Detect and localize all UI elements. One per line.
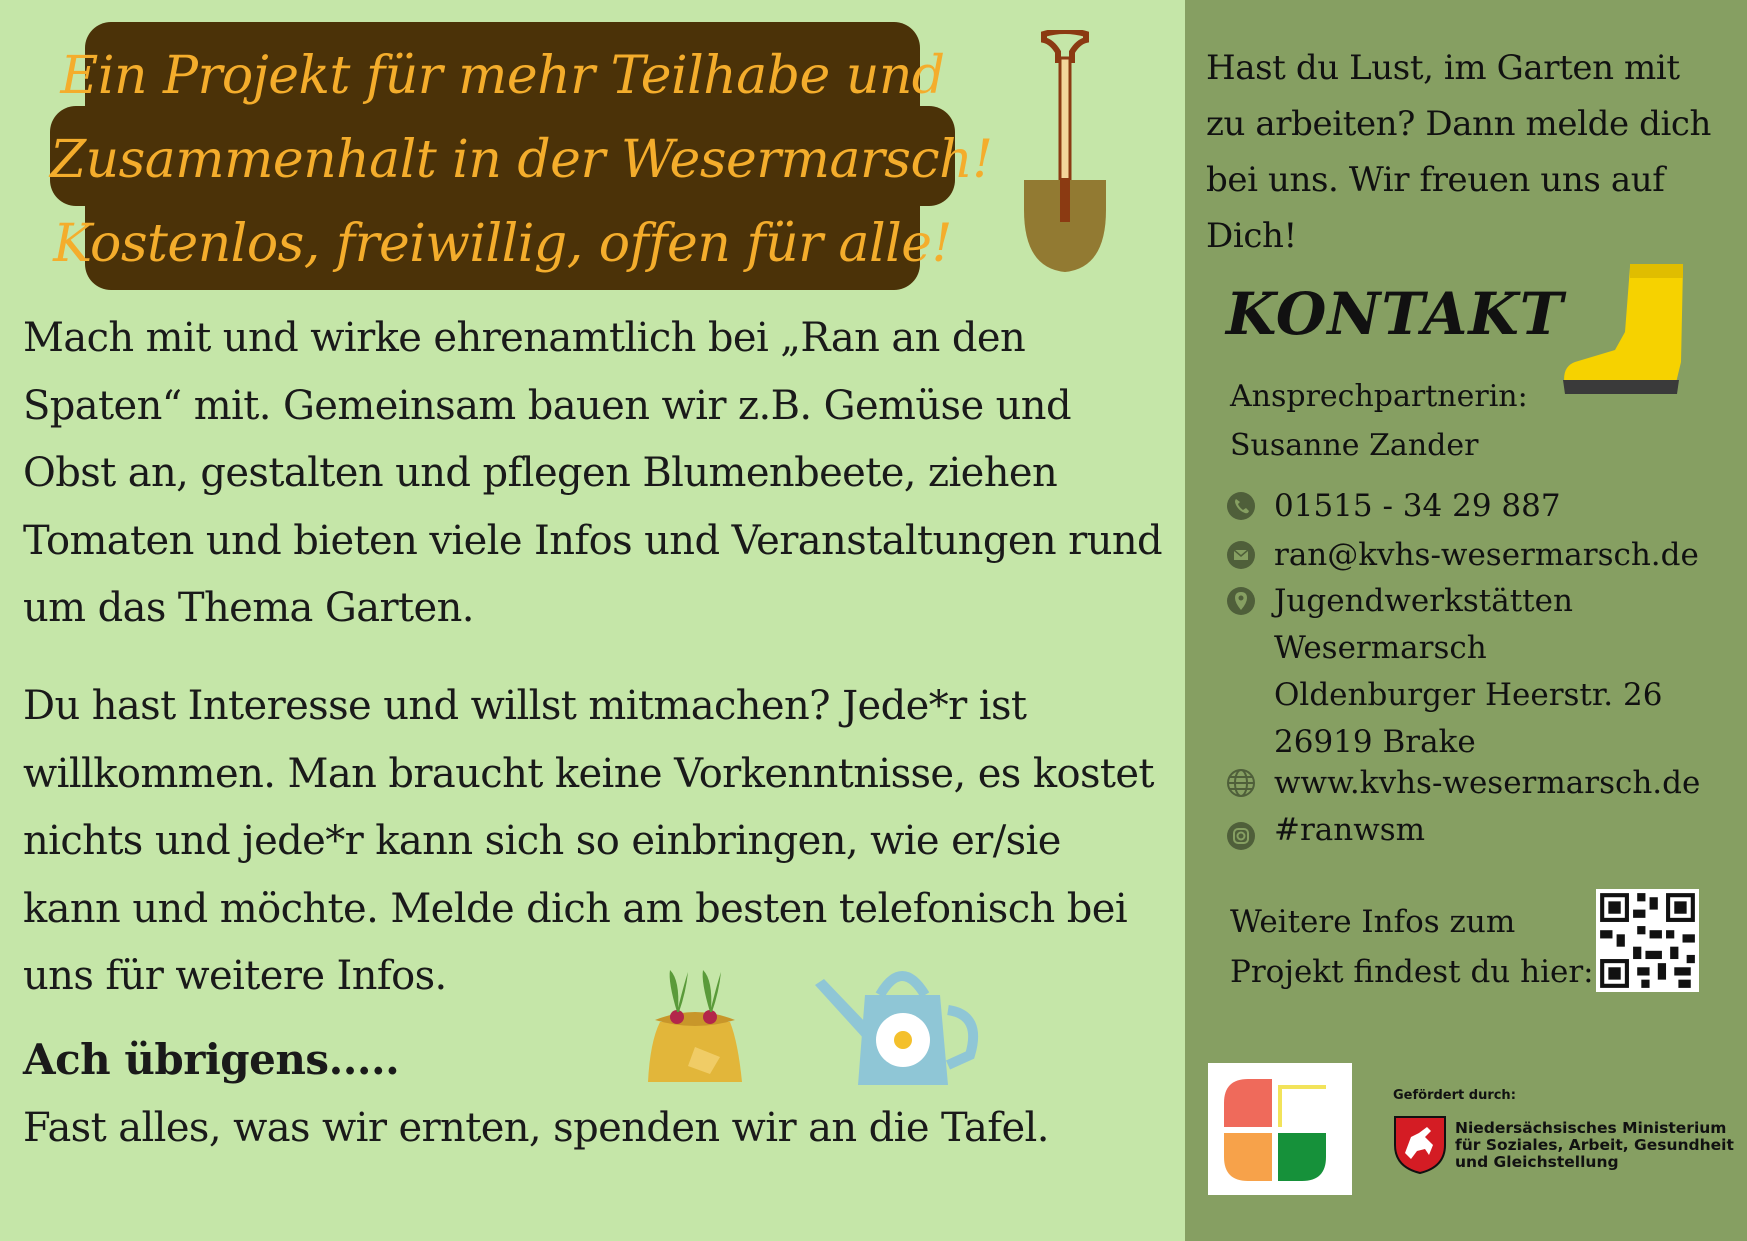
email-row: [1226, 532, 1699, 579]
ministry-line-3: und Gleichstellung: [1455, 1152, 1619, 1171]
address-line-3: Oldenburger Heerstr. 26: [1274, 677, 1663, 713]
more-info-line-2: Projekt findest du hier:: [1230, 954, 1594, 990]
instagram-handle[interactable]: #ranwsm: [1274, 812, 1426, 848]
participation-paragraph: Du hast Interesse und willst mitmachen? Jede*r ist willkommen. Man braucht keine Vorkenntnisse, es kostet nichts und jede*r kann sich so einbringen, wie er/sie kann und möchte. Melde dich am besten telefonisch bei uns für weitere Infos.: [23, 683, 1154, 999]
intro-paragraph: Mach mit und wirke ehrenamtlich bei „Ran an den Spaten“ mit. Gemeinsam bauen wir z.B. Gemüse und Obst an, gestalten und pflegen Blumenbeete, ziehen Tomaten und bieten viele Infos und Veranstaltungen rund um das Thema Garten.: [23, 315, 1163, 631]
more-info: [1230, 897, 1594, 997]
contact-name: Susanne Zander: [1230, 428, 1479, 463]
headline-line-3: Kostenlos, freiwillig, offen für alle!: [53, 214, 952, 274]
address: [1274, 578, 1662, 766]
address-line-2: Wesermarsch: [1274, 630, 1487, 666]
address-line-1: Jugendwerkstätten: [1274, 583, 1573, 619]
more-info-line-1: Weitere Infos zum: [1230, 904, 1516, 940]
website-link[interactable]: www.kvhs-wesermarsch.de: [1274, 765, 1701, 801]
phone-row: [1226, 483, 1561, 530]
instagram-icon: [1226, 821, 1256, 851]
sidebar-intro: Hast du Lust, im Garten mit zu arbeiten? Dann melde dich bei uns. Wir freuen uns auf Dich!: [1206, 48, 1712, 256]
ministry-logo: [1393, 1115, 1734, 1175]
email-address[interactable]: ran@kvhs-wesermarsch.de: [1274, 537, 1699, 573]
headline-line-2: Zusammenhalt in der Wesermarsch!: [50, 130, 993, 190]
website-row: [1226, 760, 1700, 807]
vegetable-sack-icon: [640, 962, 750, 1092]
headline-line-1: Ein Projekt für mehr Teilhabe und: [60, 46, 945, 106]
spade-icon: [1020, 30, 1110, 275]
aside-text: Fast alles, was wir ernten, spenden wir an die Tafel.: [23, 1105, 1049, 1151]
phone-icon: [1226, 491, 1256, 521]
address-line-4: 26919 Brake: [1274, 724, 1476, 760]
globe-icon: [1226, 768, 1256, 798]
contact-label: Ansprechpartnerin:: [1230, 379, 1528, 414]
alz-logo: [1208, 1063, 1352, 1195]
watering-can-icon: [810, 955, 990, 1095]
ministry-line-2: für Soziales, Arbeit, Gesundheit: [1455, 1135, 1734, 1154]
funded-by-label: Gefördert durch:: [1393, 1088, 1516, 1103]
phone-number[interactable]: 01515 - 34 29 887: [1274, 488, 1561, 524]
boot-icon: [1555, 262, 1690, 402]
aside-heading: Ach übrigens.....: [23, 1035, 400, 1084]
address-row: [1226, 578, 1662, 766]
contact-person: [1230, 372, 1528, 470]
qr-code[interactable]: [1596, 889, 1699, 992]
instagram-row: [1226, 807, 1425, 854]
email-icon: [1226, 540, 1256, 570]
headline-banner: [50, 22, 993, 290]
lower-saxony-crest: [1393, 1115, 1447, 1175]
ministry-line-1: Niedersächsisches Ministerium: [1455, 1118, 1727, 1137]
kontakt-heading: KONTAKT: [1226, 280, 1564, 348]
location-icon: [1226, 586, 1256, 616]
